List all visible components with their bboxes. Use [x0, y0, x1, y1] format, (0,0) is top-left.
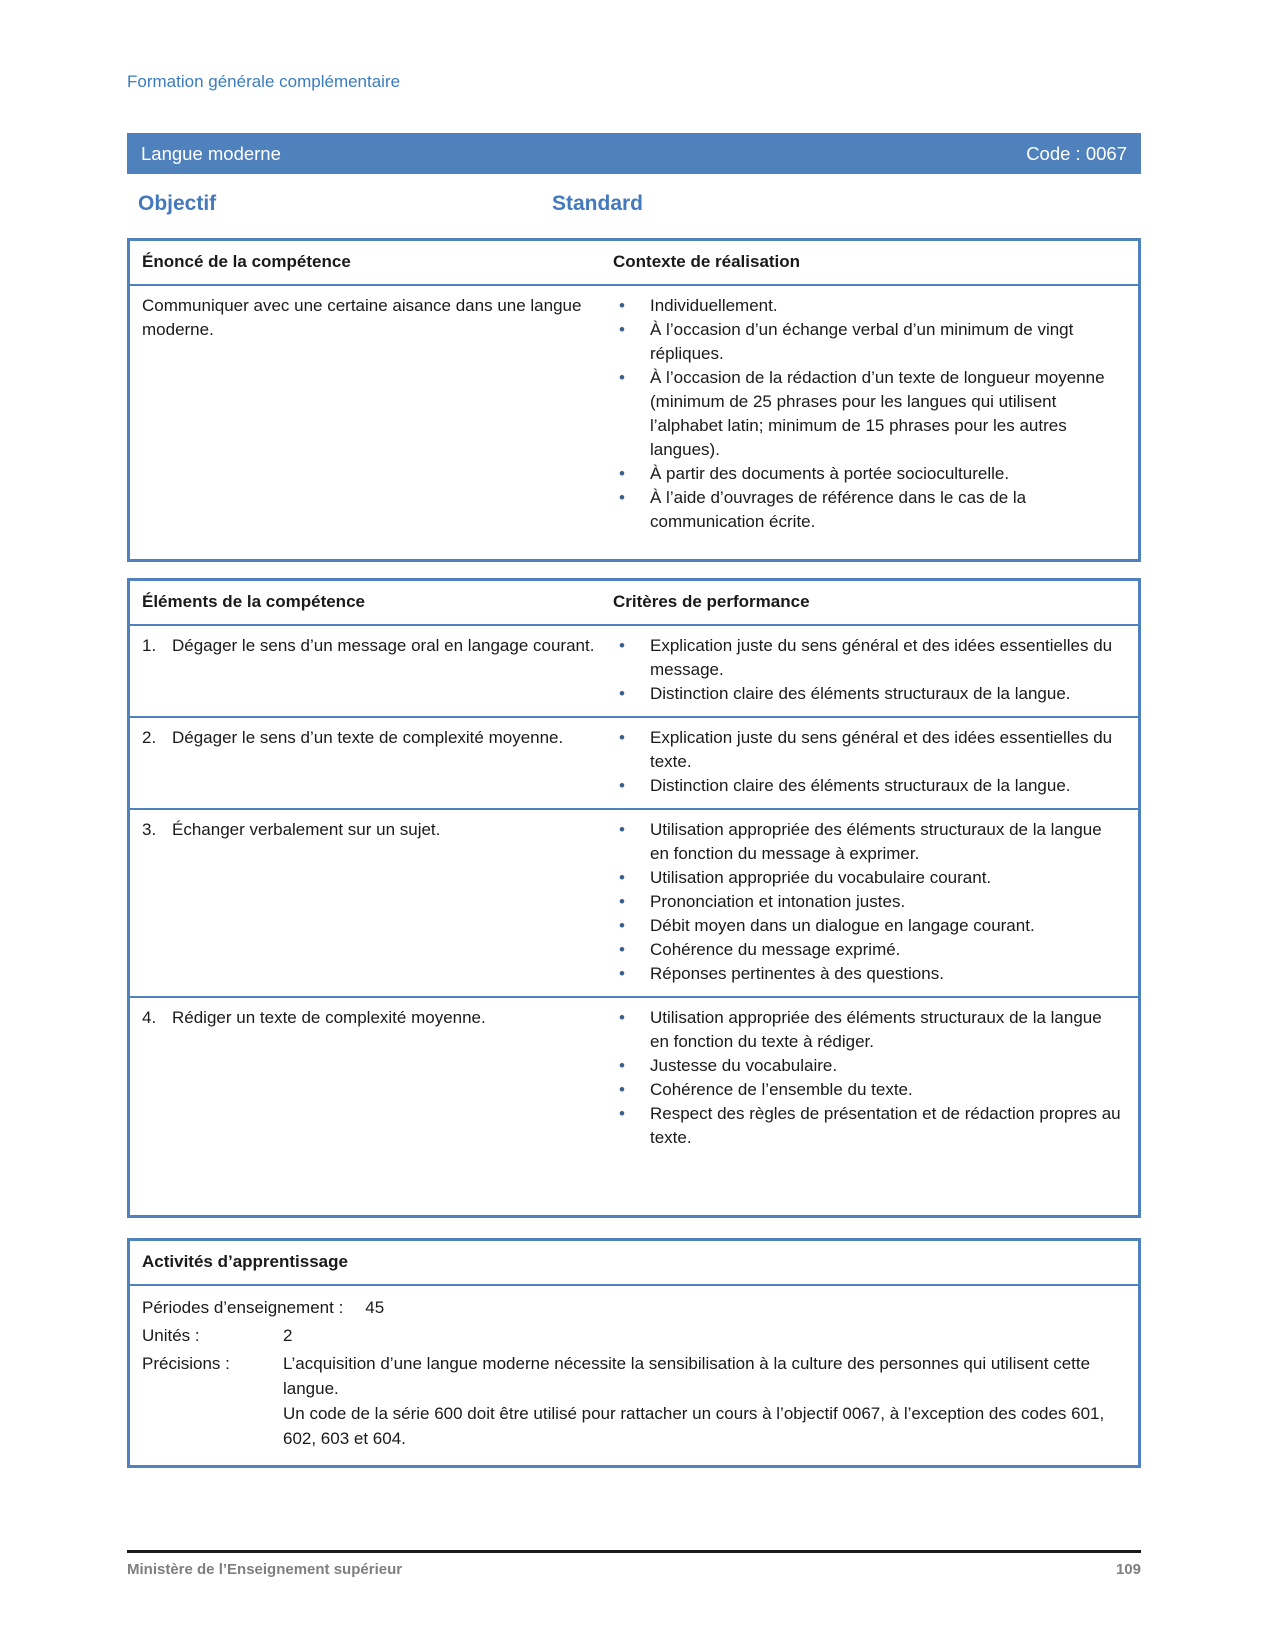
element-text: Rédiger un texte de complexité moyenne. — [172, 1008, 486, 1027]
list-item: • Utilisation appropriée des éléments structuraux de la langue en fonction du message à exprimer. — [613, 818, 1124, 866]
list-item: • Prononciation et intonation justes. — [613, 890, 1124, 914]
standard-heading: Standard — [552, 192, 644, 215]
column-header: Énoncé de la compétence — [142, 252, 351, 271]
list-item: • Respect des règles de présentation et de rédaction propres au texte. — [613, 1102, 1124, 1150]
table-row — [130, 716, 1138, 808]
bullet-list — [613, 818, 1124, 986]
table-header-row — [130, 581, 1138, 626]
element-cell — [130, 626, 613, 716]
precision-paragraph: Un code de la série 600 doit être utilisé pour rattacher un cours à l’objectif 0067, à l’exception des codes 601, 602, 603 et 604. — [283, 1404, 1105, 1448]
activities-body — [130, 1286, 1138, 1465]
item-number: 3. — [142, 820, 157, 839]
activities-row-unites — [142, 1323, 1124, 1349]
field-value: 45 — [365, 1298, 385, 1317]
context-cell — [613, 286, 1138, 544]
list-item: • À l’occasion d’un échange verbal d’un minimum de vingt répliques. — [613, 318, 1124, 366]
activities-header: Activités d’apprentissage — [130, 1241, 1138, 1286]
field-label: Périodes d’enseignement : — [142, 1298, 344, 1317]
course-code: Code : 0067 — [1026, 142, 1127, 164]
element-text: Dégager le sens d’un texte de complexité moyenne. — [172, 728, 564, 747]
list-item: • Utilisation appropriée des éléments structuraux de la langue en fonction du texte à rédiger. — [613, 1006, 1124, 1054]
competence-statement: Communiquer avec une certaine aisance dans une langue moderne. — [142, 296, 582, 339]
learning-activities-table — [127, 1238, 1141, 1468]
list-item: • Distinction claire des éléments structuraux de la langue. — [613, 682, 1124, 706]
element-cell — [130, 718, 613, 808]
table-row — [130, 808, 1138, 996]
element-cell — [130, 810, 613, 996]
section-label: Formation générale complémentaire — [127, 72, 401, 91]
table-row — [130, 626, 1138, 716]
table-header-row — [130, 241, 1138, 286]
precision-paragraph: L’acquisition d’une langue moderne nécessite la sensibilisation à la culture des personnes qui utilisent cette langue. — [283, 1354, 1091, 1398]
table-row — [130, 286, 1138, 544]
item-number: 2. — [142, 728, 157, 747]
element-text: Échanger verbalement sur un sujet. — [172, 820, 441, 839]
column-header: Critères de performance — [613, 592, 810, 611]
bullet-list — [613, 634, 1124, 706]
activities-row-periodes — [142, 1295, 1124, 1321]
list-item: • À l’occasion de la rédaction d’un texte de longueur moyenne (minimum de 25 phrases pour les langues qui utilisent l’alphabet latin; minimum de 15 phrases pour les autres langues). — [613, 366, 1124, 462]
list-item: • Cohérence de l’ensemble du texte. — [613, 1078, 1124, 1102]
objectif-heading: Objectif — [138, 192, 217, 215]
bullet-list — [613, 294, 1124, 534]
list-item: • Réponses pertinentes à des questions. — [613, 962, 1124, 986]
list-item: • Cohérence du message exprimé. — [613, 938, 1124, 962]
footer-page-number: 109 — [1115, 1561, 1141, 1578]
criteria-cell — [613, 718, 1138, 808]
criteria-cell — [613, 626, 1138, 716]
footer-ministry: Ministère de l’Enseignement supérieur — [127, 1561, 403, 1578]
activities-row-precisions — [142, 1351, 1124, 1451]
item-number: 1. — [142, 636, 157, 655]
competence-context-table — [127, 238, 1141, 562]
list-item: • Utilisation appropriée du vocabulaire courant. — [613, 866, 1124, 890]
bullet-list — [613, 1006, 1124, 1150]
list-item: • Explication juste du sens général et des idées essentielles du texte. — [613, 726, 1124, 774]
field-value — [283, 1351, 1124, 1451]
criteria-cell — [613, 998, 1138, 1160]
list-item: • Distinction claire des éléments structuraux de la langue. — [613, 774, 1124, 798]
element-text: Dégager le sens d’un message oral en langage courant. — [172, 636, 595, 655]
footer-divider — [127, 1550, 1141, 1553]
bullet-list — [613, 726, 1124, 798]
competence-statement-cell — [130, 286, 613, 544]
table-row — [130, 996, 1138, 1160]
field-label: Précisions : — [142, 1354, 230, 1373]
field-label: Unités : — [142, 1326, 200, 1345]
item-number: 4. — [142, 1008, 157, 1027]
elements-criteria-table — [127, 578, 1141, 1218]
list-item: • À l’aide d’ouvrages de référence dans le cas de la communication écrite. — [613, 486, 1124, 534]
course-title: Langue moderne — [141, 142, 281, 164]
page-footer — [127, 1558, 1141, 1582]
list-item: • Débit moyen dans un dialogue en langage courant. — [613, 914, 1124, 938]
list-item: • Individuellement. — [613, 294, 1124, 318]
list-item: • Justesse du vocabulaire. — [613, 1054, 1124, 1078]
column-header: Contexte de réalisation — [613, 252, 801, 271]
field-value: 2 — [283, 1326, 293, 1345]
list-item: • Explication juste du sens général et des idées essentielles du message. — [613, 634, 1124, 682]
criteria-cell — [613, 810, 1138, 996]
list-item: • À partir des documents à portée socioculturelle. — [613, 462, 1124, 486]
element-cell — [130, 998, 613, 1160]
course-title-bar — [127, 133, 1141, 174]
column-header: Éléments de la compétence — [142, 592, 365, 611]
